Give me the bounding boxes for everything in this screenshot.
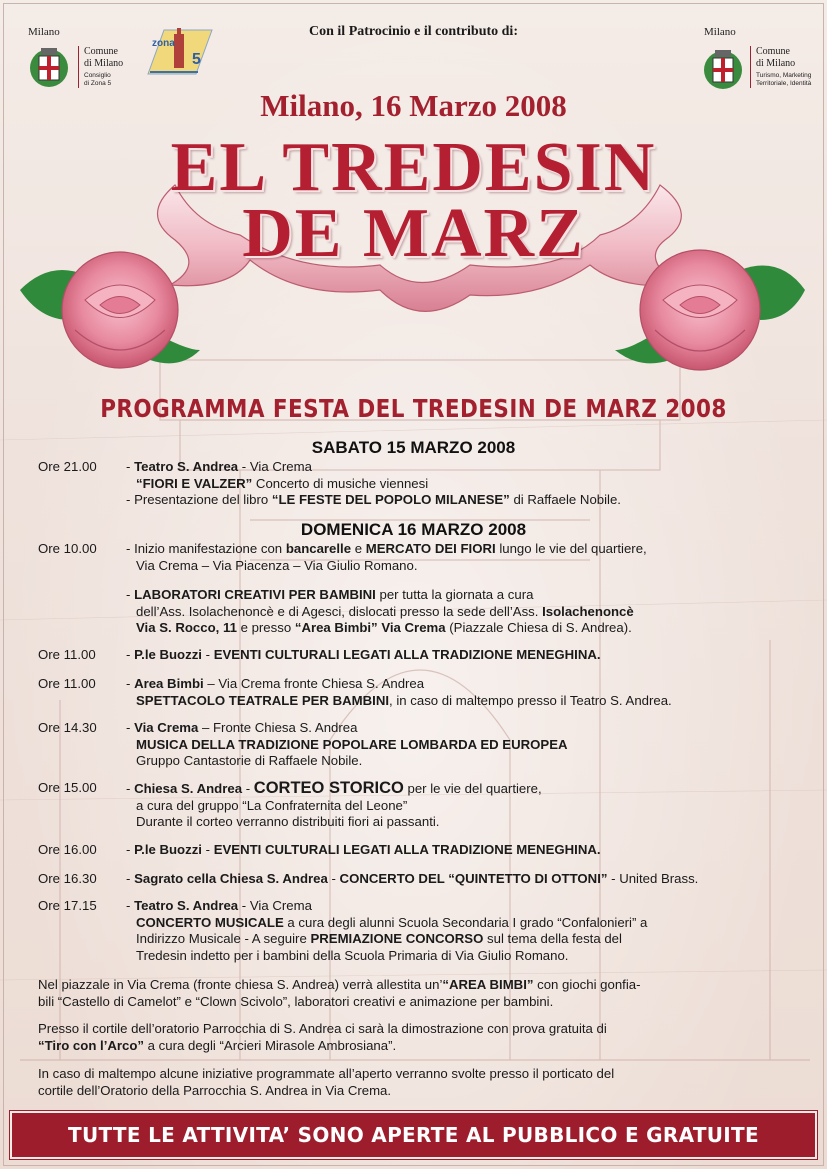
logo-sub: Turismo, Marketing Territoriale, Identità <box>756 72 812 87</box>
logo-text <box>78 46 123 88</box>
title-line-1: EL TREDESIN <box>170 129 657 206</box>
logo-text <box>750 46 811 88</box>
event-body: - Area Bimbi – Via Crema fronte Chiesa S. Andrea SPETTACOLO TEATRALE PER BAMBINI, in caso di maltempo presso il Teatro S. Andrea. <box>126 676 672 708</box>
note-tiro-arco: Presso il cortile dell’oratorio Parrocchia di S. Andrea ci sarà la dimostrazione con prova gratuita di “Tiro con l’Arco” a cura degli “Arcieri Mirasole Ambrosiana”. <box>38 1021 607 1053</box>
event-body: - Teatro S. Andrea - Via Crema CONCERTO MUSICALE a cura degli alunni Scuola Secondaria I grado “Confalonieri” a Indirizzo Musicale - A seguire PREMIAZIONE CONCORSO sul tema della festa del Tredesin indetto per i bambini della Scuola Primaria di Via Giulio Romano. <box>126 898 648 963</box>
event-body: - P.le Buozzi - EVENTI CULTURALI LEGATI ALLA TRADIZIONE MENEGHINA. <box>126 647 601 662</box>
event-body: - LABORATORI CREATIVI PER BAMBINI per tutta la giornata a cura dell’Ass. Isolachenoncè e di Agesci, dislocati presso la sede dell’Ass. Isolachenoncè Via S. Rocco, 11 e presso “Area Bimbi” Via Crema (Piazzale Chiesa di S. Andrea). <box>126 587 634 635</box>
milano-shield-icon <box>28 44 70 90</box>
zona-number: 5 <box>192 51 201 68</box>
logo-city-label: Milano <box>704 26 736 38</box>
event-time: Ore 16.00 <box>38 842 97 857</box>
patrocinio-text: Con il Patrocinio e il contributo di: <box>309 24 518 39</box>
event-body: - Inizio manifestazione con bancarelle e MERCATO DEI FIORI lungo le vie del quartiere, Via Crema – Via Piacenza – Via Giulio Romano. <box>126 541 647 573</box>
note-area-bimbi: Nel piazzale in Via Crema (fronte chiesa S. Andrea) verrà allestita un’“AREA BIMBI” con giochi gonfia- bili “Castello di Camelot” e “Clown Scivolo”, laboratori creativi e animazione per bambini. <box>38 977 641 1009</box>
event-time: Ore 10.00 <box>38 541 97 556</box>
event-time: Ore 11.00 <box>38 676 96 691</box>
event-time: Ore 15.00 <box>38 780 97 795</box>
event-time: Ore 17.15 <box>38 898 97 913</box>
event-time: Ore 16.30 <box>38 871 97 886</box>
event-date: Milano, 16 Marzo 2008 <box>260 88 567 123</box>
event-body: - Chiesa S. Andrea - CORTEO STORICO per le vie del quartiere, a cura del gruppo “La Confraternita del Leone” Durante il corteo verranno distribuiti fiori ai passanti. <box>126 779 542 829</box>
note-maltempo: In caso di maltempo alcune iniziative programmate all’aperto verranno svolte presso il porticato del cortile dell’Oratorio della Parrocchia S. Andrea in Via Crema. <box>38 1066 615 1098</box>
zona5-logo <box>144 24 216 80</box>
title-line-2: DE MARZ <box>242 195 585 272</box>
event-body: - P.le Buozzi - EVENTI CULTURALI LEGATI ALLA TRADIZIONE MENEGHINA. <box>126 842 601 857</box>
programma-title: PROGRAMMA FESTA DEL TREDESIN DE MARZ 2008 <box>100 394 727 423</box>
zona-label: zona <box>152 38 175 49</box>
milano-shield-icon <box>702 46 744 92</box>
event-body: - Teatro S. Andrea - Via Crema “FIORI E VALZER” Concerto di musiche viennesi - Presentazione del libro “LE FESTE DEL POPOLO MILANESE” di Raffaele Nobile. <box>126 459 621 507</box>
logo-line2: di Milano <box>84 58 124 69</box>
event-time: Ore 14.30 <box>38 720 97 735</box>
footer-banner: TUTTE LE ATTIVITA’ SONO APERTE AL PUBBLICO E GRATUITE <box>10 1111 817 1159</box>
event-body: - Sagrato cella Chiesa S. Andrea - CONCERTO DEL “QUINTETTO DI OTTONI” - United Brass. <box>126 871 699 886</box>
event-time: Ore 21.00 <box>38 459 97 474</box>
event-body: - Via Crema – Fronte Chiesa S. Andrea MUSICA DELLA TRADIZIONE POPOLARE LOMBARDA ED EUROPEA Gruppo Cantastorie di Raffaele Nobile. <box>126 720 568 768</box>
logo-line2: di Milano <box>756 58 796 69</box>
day-heading-domenica: DOMENICA 16 MARZO 2008 <box>300 520 527 539</box>
logo-city-label: Milano <box>28 26 60 38</box>
event-time: Ore 11.00 <box>38 647 96 662</box>
logo-line1: Comune <box>84 46 118 57</box>
logo-sub: Consiglio di Zona 5 <box>84 72 112 87</box>
day-heading-sabato: SABATO 15 MARZO 2008 <box>311 438 516 457</box>
comune-milano-zona5-logo <box>26 24 136 96</box>
logo-line1: Comune <box>756 46 790 57</box>
